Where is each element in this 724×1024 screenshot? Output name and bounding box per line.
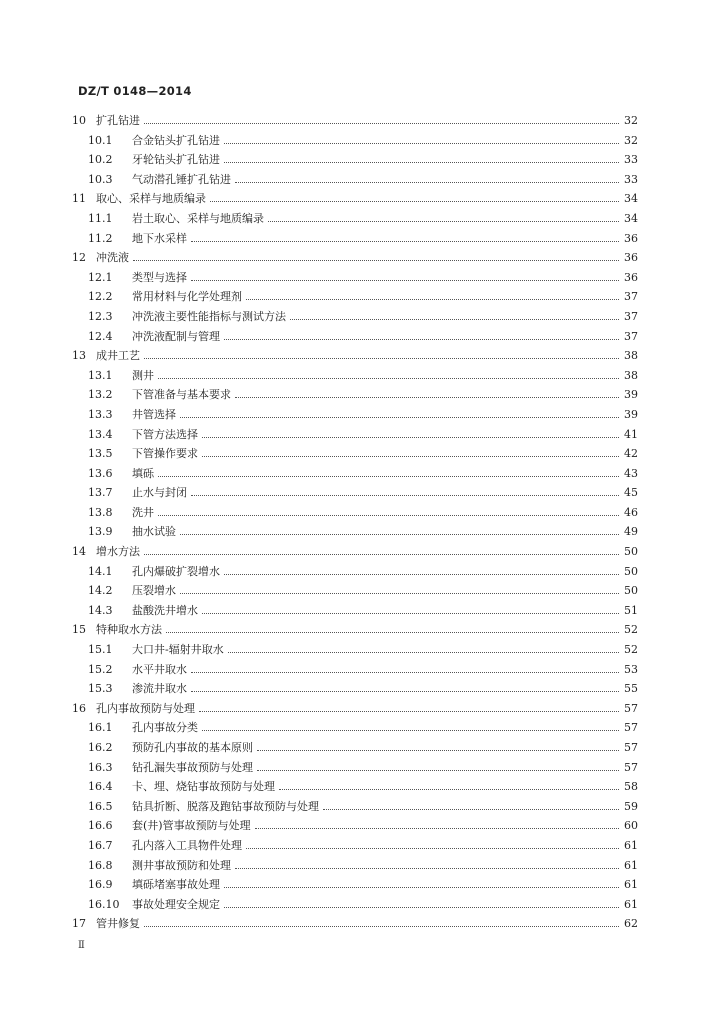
toc-entry-page: 61 — [624, 838, 638, 852]
toc-entry-title: 渗流井取水 — [132, 682, 187, 696]
toc-dot-leader — [144, 357, 619, 359]
toc-dot-leader — [144, 553, 619, 555]
toc-entry-page: 57 — [624, 721, 638, 735]
toc-entry-number: 16.10 — [88, 897, 120, 911]
toc-entry-page: 55 — [624, 682, 638, 696]
toc-dot-leader — [202, 455, 619, 457]
toc-entry-title: 冲洗液主要性能指标与测试方法 — [132, 309, 286, 323]
toc-entry-title: 抽水试验 — [132, 525, 176, 539]
toc-dot-leader — [180, 533, 619, 535]
toc-section-entry[interactable] — [72, 800, 638, 820]
toc-entry-title: 冲洗液 — [96, 251, 129, 265]
toc-entry-page: 33 — [624, 153, 638, 167]
toc-section-entry[interactable] — [72, 310, 638, 330]
toc-entry-title: 地下水采样 — [132, 231, 187, 245]
toc-dot-leader — [228, 651, 619, 653]
toc-dot-leader — [235, 396, 619, 398]
toc-dot-leader — [257, 749, 619, 751]
toc-section-entry[interactable] — [72, 134, 638, 154]
toc-entry-number: 13.3 — [88, 407, 113, 421]
toc-entry-page: 36 — [624, 251, 638, 265]
toc-entry-title: 孔内爆破扩裂增水 — [132, 564, 220, 578]
toc-dot-leader — [246, 847, 619, 849]
toc-entry-page: 53 — [624, 662, 638, 676]
toc-section-entry[interactable] — [72, 839, 638, 859]
toc-entry-number: 16.2 — [88, 741, 113, 754]
toc-entry-title: 填砾堵塞事故处理 — [132, 878, 220, 892]
toc-section-entry[interactable] — [72, 506, 638, 526]
toc-entry-title: 盐酸洗井增水 — [132, 603, 198, 617]
toc-dot-leader — [257, 769, 619, 771]
toc-entry-page: 39 — [624, 407, 638, 421]
toc-section-entry[interactable] — [72, 780, 638, 800]
toc-entry-number: 16.4 — [88, 780, 113, 794]
toc-entry-number: 13.6 — [88, 466, 113, 480]
toc-dot-leader — [191, 279, 619, 281]
toc-entry-page: 60 — [624, 819, 638, 833]
toc-entry-page: 36 — [624, 231, 638, 245]
toc-chapter-entry[interactable]: 17 管井修复 62 — [72, 917, 638, 931]
toc-entry-page: 57 — [624, 741, 638, 754]
toc-entry-page: 46 — [624, 505, 638, 519]
toc-section-entry[interactable] — [72, 232, 638, 252]
toc-section-entry[interactable] — [72, 153, 638, 173]
toc-section-entry[interactable] — [72, 388, 638, 408]
toc-entry-page: 43 — [624, 466, 638, 480]
toc-chapter-entry[interactable]: 15 特种取水方法 52 — [72, 623, 638, 637]
toc-section-entry[interactable] — [72, 173, 638, 193]
toc-section-entry[interactable] — [72, 898, 638, 918]
toc-entry-page: 41 — [624, 427, 638, 441]
toc-dot-leader — [224, 161, 619, 163]
toc-entry-page: 52 — [624, 643, 638, 657]
toc-entry-title: 钻具折断、脱落及跑钻事故预防与处理 — [132, 799, 319, 813]
toc-entry-title: 孔内事故预防与处理 — [96, 701, 195, 715]
toc-entry-page: 32 — [624, 133, 638, 147]
toc-dot-leader — [202, 612, 619, 614]
toc-entry-title: 事故处理安全规定 — [132, 897, 220, 911]
toc-section-entry[interactable] — [72, 565, 638, 585]
toc-entry-number: 13.5 — [88, 447, 113, 461]
toc-dot-leader — [279, 788, 619, 790]
toc-entry-title: 洗井 — [132, 505, 154, 519]
toc-dot-leader — [210, 200, 619, 202]
toc-entry-number: 14.2 — [88, 584, 113, 598]
toc-entry-title: 成井工艺 — [96, 349, 140, 363]
toc-entry-title: 增水方法 — [96, 545, 140, 559]
toc-entry-page: 51 — [624, 603, 638, 617]
toc-dot-leader — [268, 220, 619, 222]
toc-entry-page: 42 — [624, 447, 638, 461]
toc-entry-title: 孔内落入工具物件处理 — [132, 838, 242, 852]
toc-entry-page: 34 — [624, 192, 638, 206]
toc-section-entry[interactable] — [72, 290, 638, 310]
toc-entry-page: 58 — [624, 780, 638, 794]
toc-entry-page: 57 — [624, 760, 638, 774]
toc-entry-number: 10.3 — [88, 172, 113, 186]
page-folio: Ⅱ — [78, 940, 85, 951]
toc-entry-title: 管井修复 — [96, 917, 140, 931]
toc-entry-page: 61 — [624, 897, 638, 911]
toc-entry-title: 类型与选择 — [132, 270, 187, 284]
toc-entry-title: 填砾 — [132, 466, 154, 480]
toc-section-entry[interactable] — [72, 467, 638, 487]
toc-entry-title: 岩土取心、采样与地质编录 — [132, 211, 264, 225]
toc-chapter-entry[interactable]: 10 扩孔钻进 32 — [72, 114, 638, 127]
toc-section-entry[interactable] — [72, 212, 638, 232]
toc-entry-page: 45 — [624, 486, 638, 500]
toc-entry-page: 52 — [624, 623, 638, 637]
toc-entry-number: 15.2 — [88, 662, 113, 676]
toc-entry-number: 13.9 — [88, 525, 113, 539]
toc-entry-number: 12.2 — [88, 290, 113, 304]
toc-entry-page: 62 — [624, 917, 638, 931]
toc-entry-number: 12.4 — [88, 329, 113, 343]
toc-dot-leader — [224, 886, 619, 888]
document-code-header: DZ/T 0148—2014 — [78, 84, 192, 98]
toc-entry-number: 13.1 — [88, 368, 113, 382]
toc-entry-page: 38 — [624, 349, 638, 363]
toc-dot-leader — [144, 122, 619, 124]
toc-entry-number: 16.7 — [88, 838, 113, 852]
toc-section-entry[interactable] — [72, 682, 638, 702]
toc-section-entry[interactable] — [72, 859, 638, 879]
toc-entry-title: 井管选择 — [132, 407, 176, 421]
toc-section-entry[interactable] — [72, 878, 638, 898]
toc-entry-number: 12.1 — [88, 270, 113, 284]
toc-section-entry[interactable] — [72, 486, 638, 506]
toc-entry-page: 50 — [624, 545, 638, 559]
toc-section-entry[interactable] — [72, 369, 638, 389]
toc-dot-leader — [290, 318, 619, 320]
toc-entry-page: 36 — [624, 270, 638, 284]
toc-entry-title: 套(井)管事故预防与处理 — [132, 819, 251, 833]
toc-entry-title: 合金钻头扩孔钻进 — [132, 133, 220, 147]
toc-entry-number: 14.3 — [88, 603, 113, 617]
toc-dot-leader — [235, 181, 619, 183]
toc-section-entry[interactable] — [72, 525, 638, 545]
toc-entry-title: 气动潜孔锤扩孔钻进 — [132, 172, 231, 186]
toc-entry-number: 12.3 — [88, 309, 113, 323]
toc-entry-title: 卡、埋、烧钻事故预防与处理 — [132, 780, 275, 794]
toc-section-entry[interactable] — [72, 819, 638, 839]
toc-entry-title: 孔内事故分类 — [132, 721, 198, 735]
toc-section-entry[interactable] — [72, 604, 638, 624]
toc-dot-leader — [323, 808, 619, 810]
toc-entry-number: 13.4 — [88, 427, 113, 441]
toc-entry-page: 37 — [624, 309, 638, 323]
toc-entry-title: 下管准备与基本要求 — [132, 388, 231, 402]
toc-section-entry[interactable] — [72, 643, 638, 663]
toc-section-entry[interactable] — [72, 408, 638, 428]
toc-dot-leader — [158, 475, 619, 477]
toc-entry-number: 16.5 — [88, 799, 113, 813]
toc-entry-title: 牙轮钻头扩孔钻进 — [132, 153, 220, 167]
toc-entry-title: 压裂增水 — [132, 584, 176, 598]
toc-entry-title: 钻孔漏失事故预防与处理 — [132, 760, 253, 774]
toc-dot-leader — [191, 690, 619, 692]
toc-entry-page: 38 — [624, 368, 638, 382]
toc-entry-title: 取心、采样与地质编录 — [96, 192, 206, 206]
toc-chapter-entry[interactable]: 14 增水方法 50 — [72, 545, 638, 559]
toc-entry-number: 10.2 — [88, 153, 113, 167]
toc-chapter-entry[interactable]: 16 孔内事故预防与处理 57 — [72, 701, 638, 715]
toc-dot-leader — [224, 338, 619, 340]
toc-entry-title: 预防孔内事故的基本原则 — [132, 741, 253, 754]
toc-dot-leader — [133, 259, 619, 261]
toc-dot-leader — [224, 906, 619, 908]
toc-chapter-entry[interactable]: 12 冲洗液 36 — [72, 251, 638, 265]
toc-entry-page: 50 — [624, 584, 638, 598]
toc-dot-leader — [158, 377, 619, 379]
toc-entry-page: 32 — [624, 114, 638, 127]
toc-dot-leader — [199, 710, 619, 712]
toc-dot-leader — [158, 514, 619, 516]
toc-entry-title: 测井事故预防和处理 — [132, 858, 231, 872]
toc-entry-page: 37 — [624, 290, 638, 304]
toc-section-entry[interactable] — [72, 721, 638, 741]
toc-dot-leader — [202, 729, 619, 731]
toc-entry-title: 止水与封闭 — [132, 486, 187, 500]
toc-entry-number: 11.1 — [88, 211, 113, 225]
toc-entry-title: 扩孔钻进 — [96, 114, 140, 127]
toc-entry-page: 49 — [624, 525, 638, 539]
toc-entry-number: 16.3 — [88, 760, 113, 774]
toc-entry-title: 大口井-辐射井取水 — [132, 643, 224, 657]
toc-entry-page: 34 — [624, 211, 638, 225]
toc-dot-leader — [255, 827, 619, 829]
toc-entry-title: 水平井取水 — [132, 662, 187, 676]
toc-dot-leader — [224, 142, 619, 144]
toc-dot-leader — [166, 631, 619, 633]
toc-entry-page: 37 — [624, 329, 638, 343]
toc-section-entry[interactable] — [72, 447, 638, 467]
toc-dot-leader — [246, 298, 619, 300]
table-of-contents — [72, 114, 638, 937]
toc-entry-number: 11.2 — [88, 231, 113, 245]
toc-chapter-entry[interactable]: 13 成井工艺 38 — [72, 349, 638, 363]
toc-section-entry[interactable] — [72, 663, 638, 683]
toc-entry-title: 常用材料与化学处理剂 — [132, 290, 242, 304]
toc-entry-page: 61 — [624, 878, 638, 892]
toc-dot-leader — [144, 925, 619, 927]
toc-entry-number: 13.2 — [88, 388, 113, 402]
toc-entry-page: 57 — [624, 701, 638, 715]
toc-entry-number: 13.8 — [88, 505, 113, 519]
toc-entry-number: 15.3 — [88, 682, 113, 696]
toc-section-entry[interactable] — [72, 761, 638, 781]
toc-entry-page: 59 — [624, 799, 638, 813]
toc-dot-leader — [191, 494, 619, 496]
toc-section-entry[interactable] — [72, 584, 638, 604]
toc-section-entry[interactable] — [72, 741, 638, 761]
toc-entry-title: 冲洗液配制与管理 — [132, 329, 220, 343]
toc-section-entry[interactable] — [72, 330, 638, 350]
toc-section-entry[interactable] — [72, 428, 638, 448]
toc-entry-title: 下管操作要求 — [132, 447, 198, 461]
toc-dot-leader — [224, 573, 619, 575]
toc-entry-page: 50 — [624, 564, 638, 578]
toc-chapter-entry[interactable]: 11 取心、采样与地质编录 34 — [72, 192, 638, 206]
toc-dot-leader — [191, 671, 619, 673]
toc-entry-number: 15.1 — [88, 643, 113, 657]
toc-entry-page: 61 — [624, 858, 638, 872]
toc-entry-title: 测井 — [132, 368, 154, 382]
toc-entry-number: 10.1 — [88, 133, 113, 147]
toc-entry-number: 16.1 — [88, 721, 113, 735]
toc-dot-leader — [180, 592, 619, 594]
toc-dot-leader — [180, 416, 619, 418]
toc-entry-title: 下管方法选择 — [132, 427, 198, 441]
toc-entry-title: 特种取水方法 — [96, 623, 162, 637]
toc-entry-number: 14.1 — [88, 564, 113, 578]
toc-entry-number: 16.8 — [88, 858, 113, 872]
toc-entry-number: 16.6 — [88, 819, 113, 833]
toc-entry-number: 13.7 — [88, 486, 113, 500]
toc-entry-number: 16.9 — [88, 878, 113, 892]
toc-dot-leader — [191, 240, 619, 242]
toc-entry-page: 33 — [624, 172, 638, 186]
toc-dot-leader — [202, 436, 619, 438]
toc-section-entry[interactable] — [72, 271, 638, 291]
toc-dot-leader — [235, 867, 619, 869]
toc-entry-page: 39 — [624, 388, 638, 402]
